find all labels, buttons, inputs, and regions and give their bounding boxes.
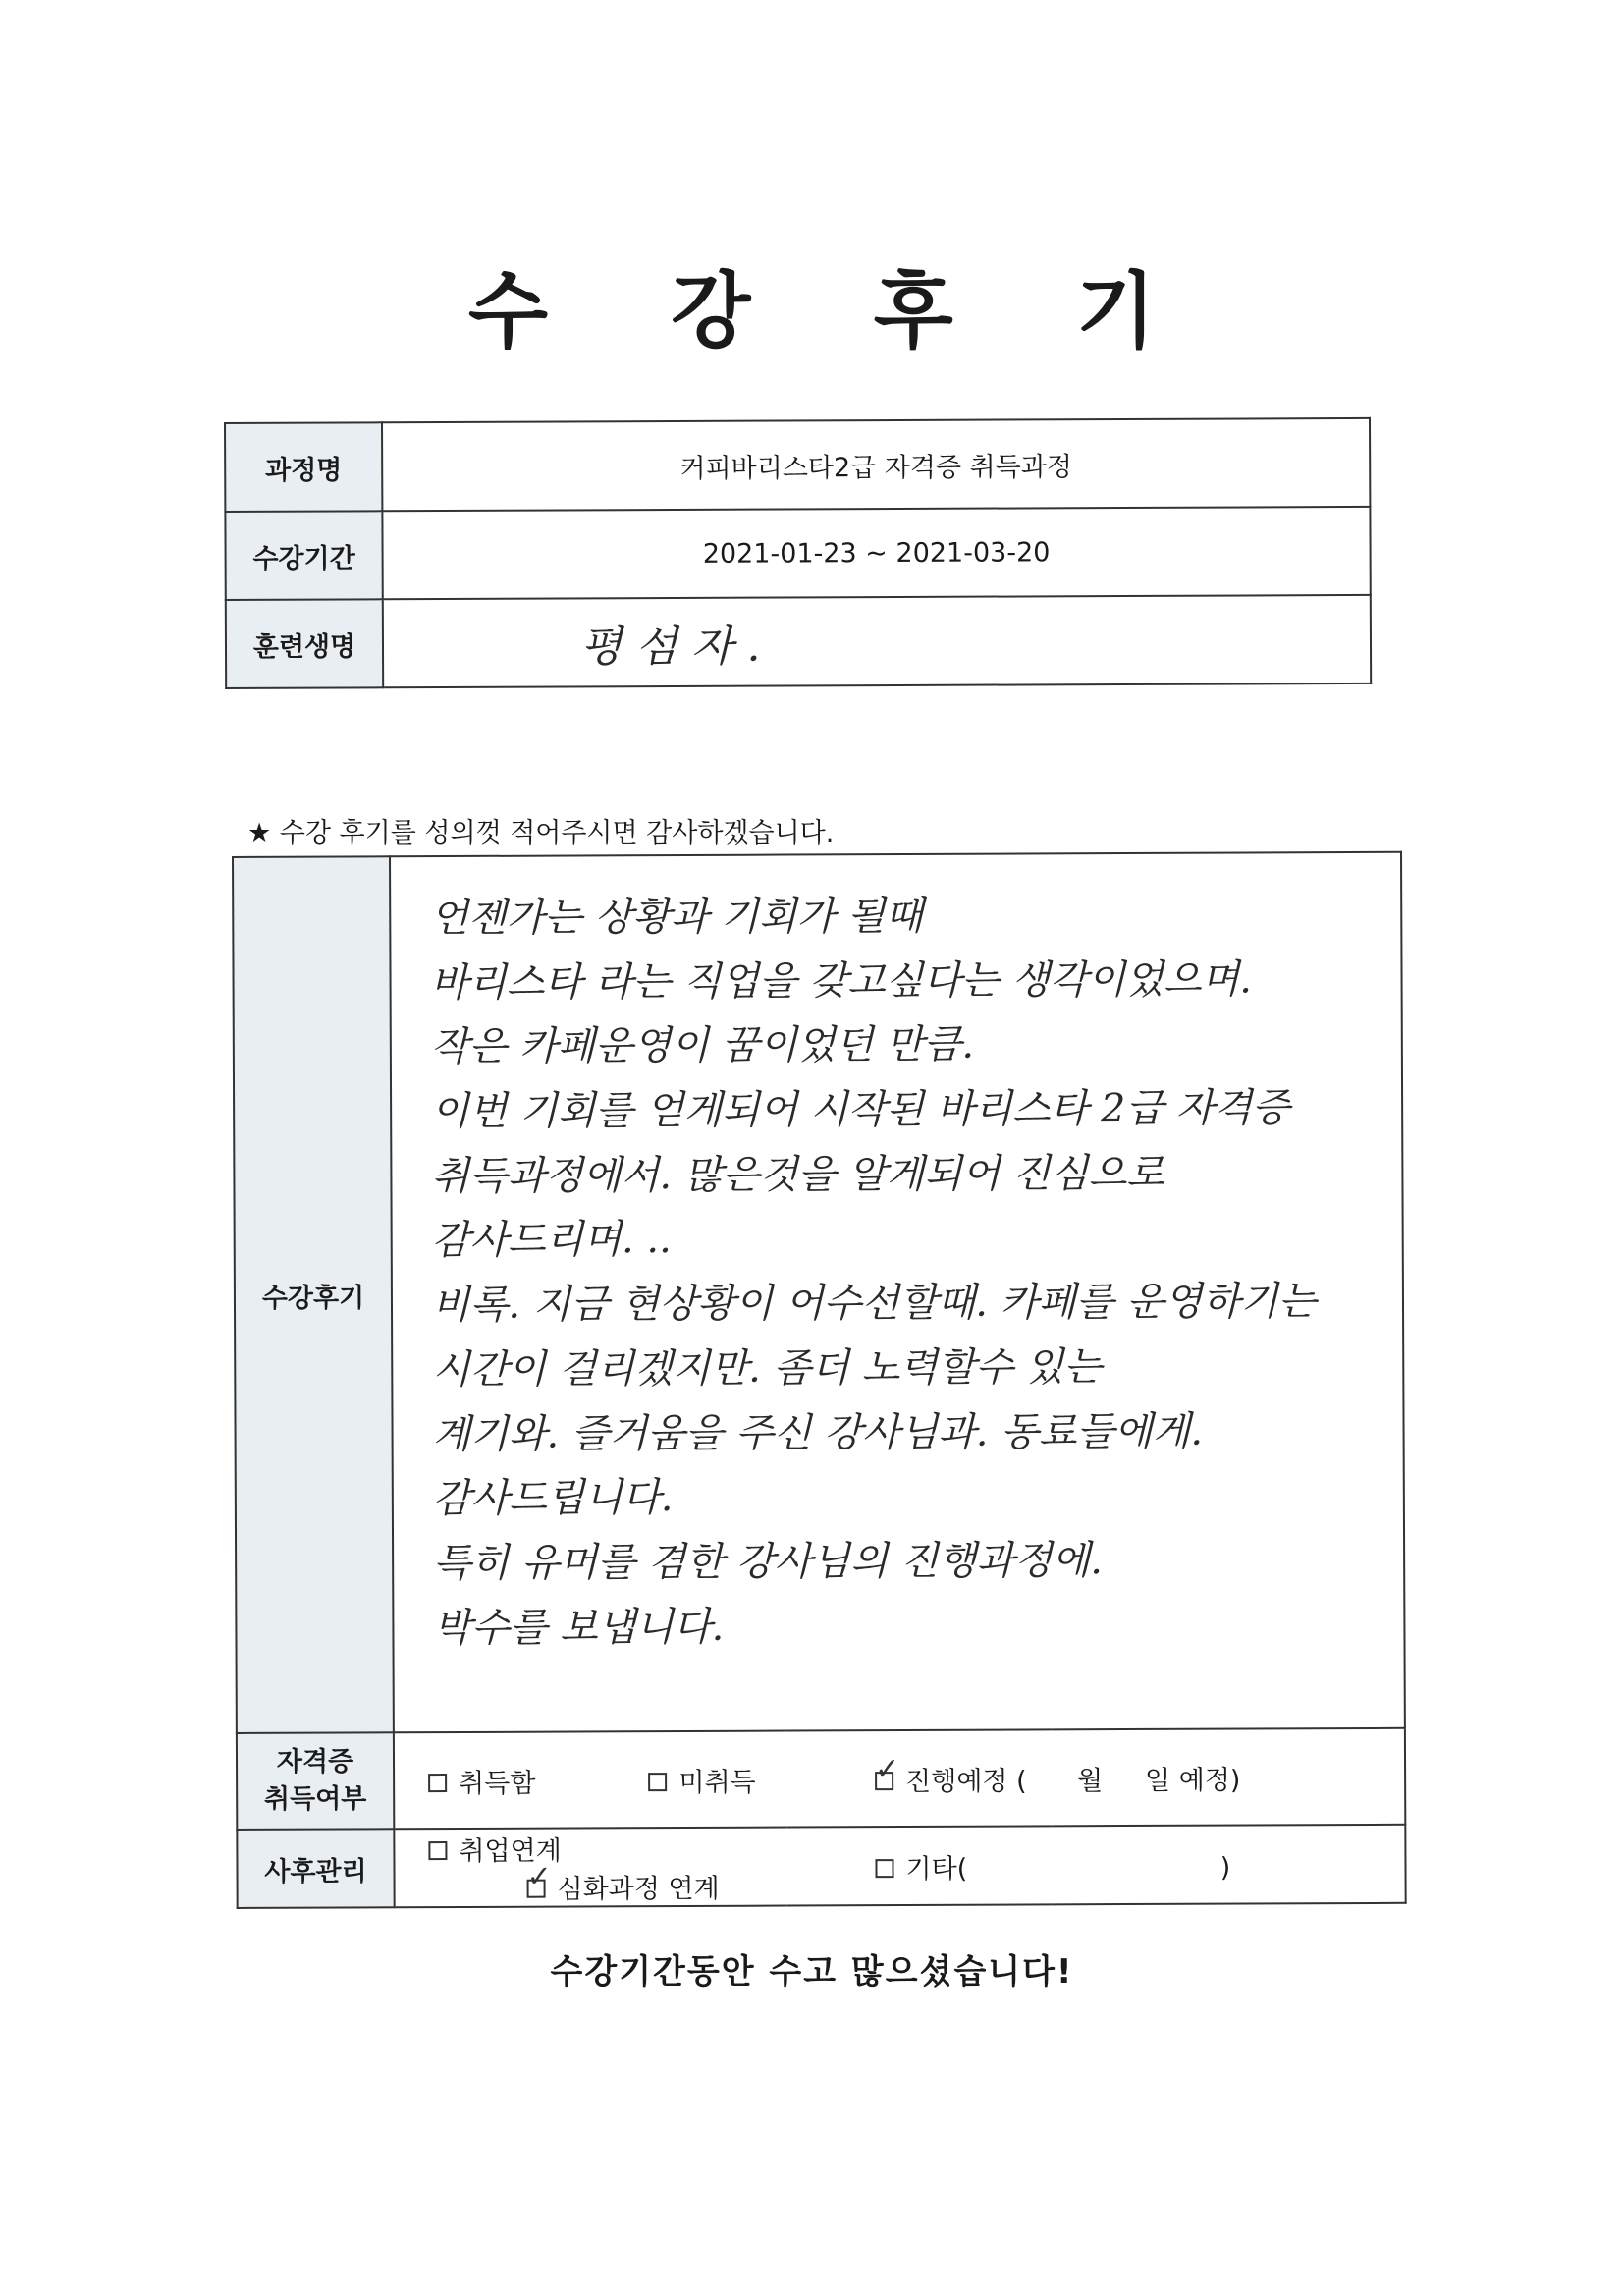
review-line: 계기와. 즐거움을 주신 강사님과. 동료들에게. xyxy=(432,1408,1204,1457)
cert-option-cell xyxy=(394,1731,786,1830)
cert-option-label: 미취득 xyxy=(678,1767,756,1798)
closing-message: 수강기간동안 수고 많으셨습니다! xyxy=(550,1952,1074,1992)
period-row xyxy=(225,507,1370,600)
review-text-handwritten xyxy=(390,852,1405,1732)
aftercare-option-label: 기타( ) xyxy=(905,1852,1231,1885)
review-line: 시간이 걸리겠지만. 좀더 노력할수 있는 xyxy=(432,1343,1103,1393)
review-line: 감사드리며. .. xyxy=(431,1217,672,1264)
review-line: 박수를 보냅니다. xyxy=(433,1604,725,1651)
trainee-row xyxy=(226,595,1371,688)
review-line: 특히 유머를 겸한 강사님의 진행과정에. xyxy=(433,1538,1104,1586)
course-value: 커피바리스타2급 자격증 취득과정 xyxy=(382,418,1370,511)
aftercare-option-cell xyxy=(786,1825,1405,1906)
instruction-note: ★ 수강 후기를 성의껏 적어주시면 감사하겠습니다. xyxy=(247,818,835,848)
period-value: 2021-01-23 ~ 2021-03-20 xyxy=(382,507,1370,599)
aftercare-option-cell xyxy=(394,1828,786,1908)
page-title: 수 강 후 기 xyxy=(467,263,1204,359)
review-line: 비록. 지금 현상황이 어수선할때. 카페를 운영하기는 xyxy=(431,1279,1317,1329)
review-line: 바리스타 라는 직업을 갖고싶다는 생각이었으며. xyxy=(430,957,1253,1006)
aftercare-option-label: 심화과정 연계 xyxy=(557,1873,720,1905)
cert-label-line1: 자격증 xyxy=(276,1746,354,1777)
course-label: 과정명 xyxy=(225,422,382,512)
aftercare-option-label: 취업연계 xyxy=(459,1835,562,1867)
checked-checkbox-icon[interactable] xyxy=(527,1880,546,1898)
checkbox-icon[interactable] xyxy=(648,1773,667,1791)
checkbox-icon[interactable] xyxy=(875,1859,893,1878)
course-info-table xyxy=(224,417,1372,689)
cert-option-not-acquired[interactable] xyxy=(648,1760,755,1798)
cert-label-line2: 취득여부 xyxy=(263,1783,367,1815)
cert-label xyxy=(237,1732,394,1830)
cert-option-acquired[interactable] xyxy=(428,1761,535,1799)
aftercare-label: 사후관리 xyxy=(237,1829,394,1908)
review-line: 작은 카페운영이 꿈이었던 만큼. xyxy=(430,1022,975,1070)
aftercare-option-advanced[interactable] xyxy=(526,1867,719,1906)
period-label: 수강기간 xyxy=(225,511,382,600)
aftercare-option-other[interactable] xyxy=(875,1845,1230,1886)
cert-row xyxy=(237,1728,1405,1830)
review-row xyxy=(233,852,1405,1733)
review-line: 언젠가는 상황과 기회가 될때 xyxy=(430,893,924,942)
cert-option-cell xyxy=(786,1728,1405,1828)
trainee-name-handwritten: 평 섬 자 . xyxy=(383,595,1371,687)
review-line: 이번 기회를 얻게되어 시작된 바리스타 2급 자격증 xyxy=(431,1085,1290,1135)
course-row xyxy=(225,418,1370,512)
review-line: 취득과정에서. 많은것을 알게되어 진심으로 xyxy=(431,1150,1164,1199)
checkbox-icon[interactable] xyxy=(428,1774,447,1792)
checkbox-icon[interactable] xyxy=(428,1841,447,1860)
review-line: 감사드립니다. xyxy=(432,1475,674,1522)
aftercare-row xyxy=(237,1825,1405,1908)
review-table xyxy=(232,851,1407,1909)
checked-checkbox-icon[interactable] xyxy=(875,1772,893,1790)
cert-option-in-progress[interactable] xyxy=(875,1758,1240,1798)
cert-option-label: 진행예정 ( 월 일 예정) xyxy=(905,1765,1241,1797)
trainee-label: 훈련생명 xyxy=(226,599,383,688)
review-label: 수강후기 xyxy=(233,856,394,1733)
cert-option-label: 취득함 xyxy=(459,1768,536,1799)
